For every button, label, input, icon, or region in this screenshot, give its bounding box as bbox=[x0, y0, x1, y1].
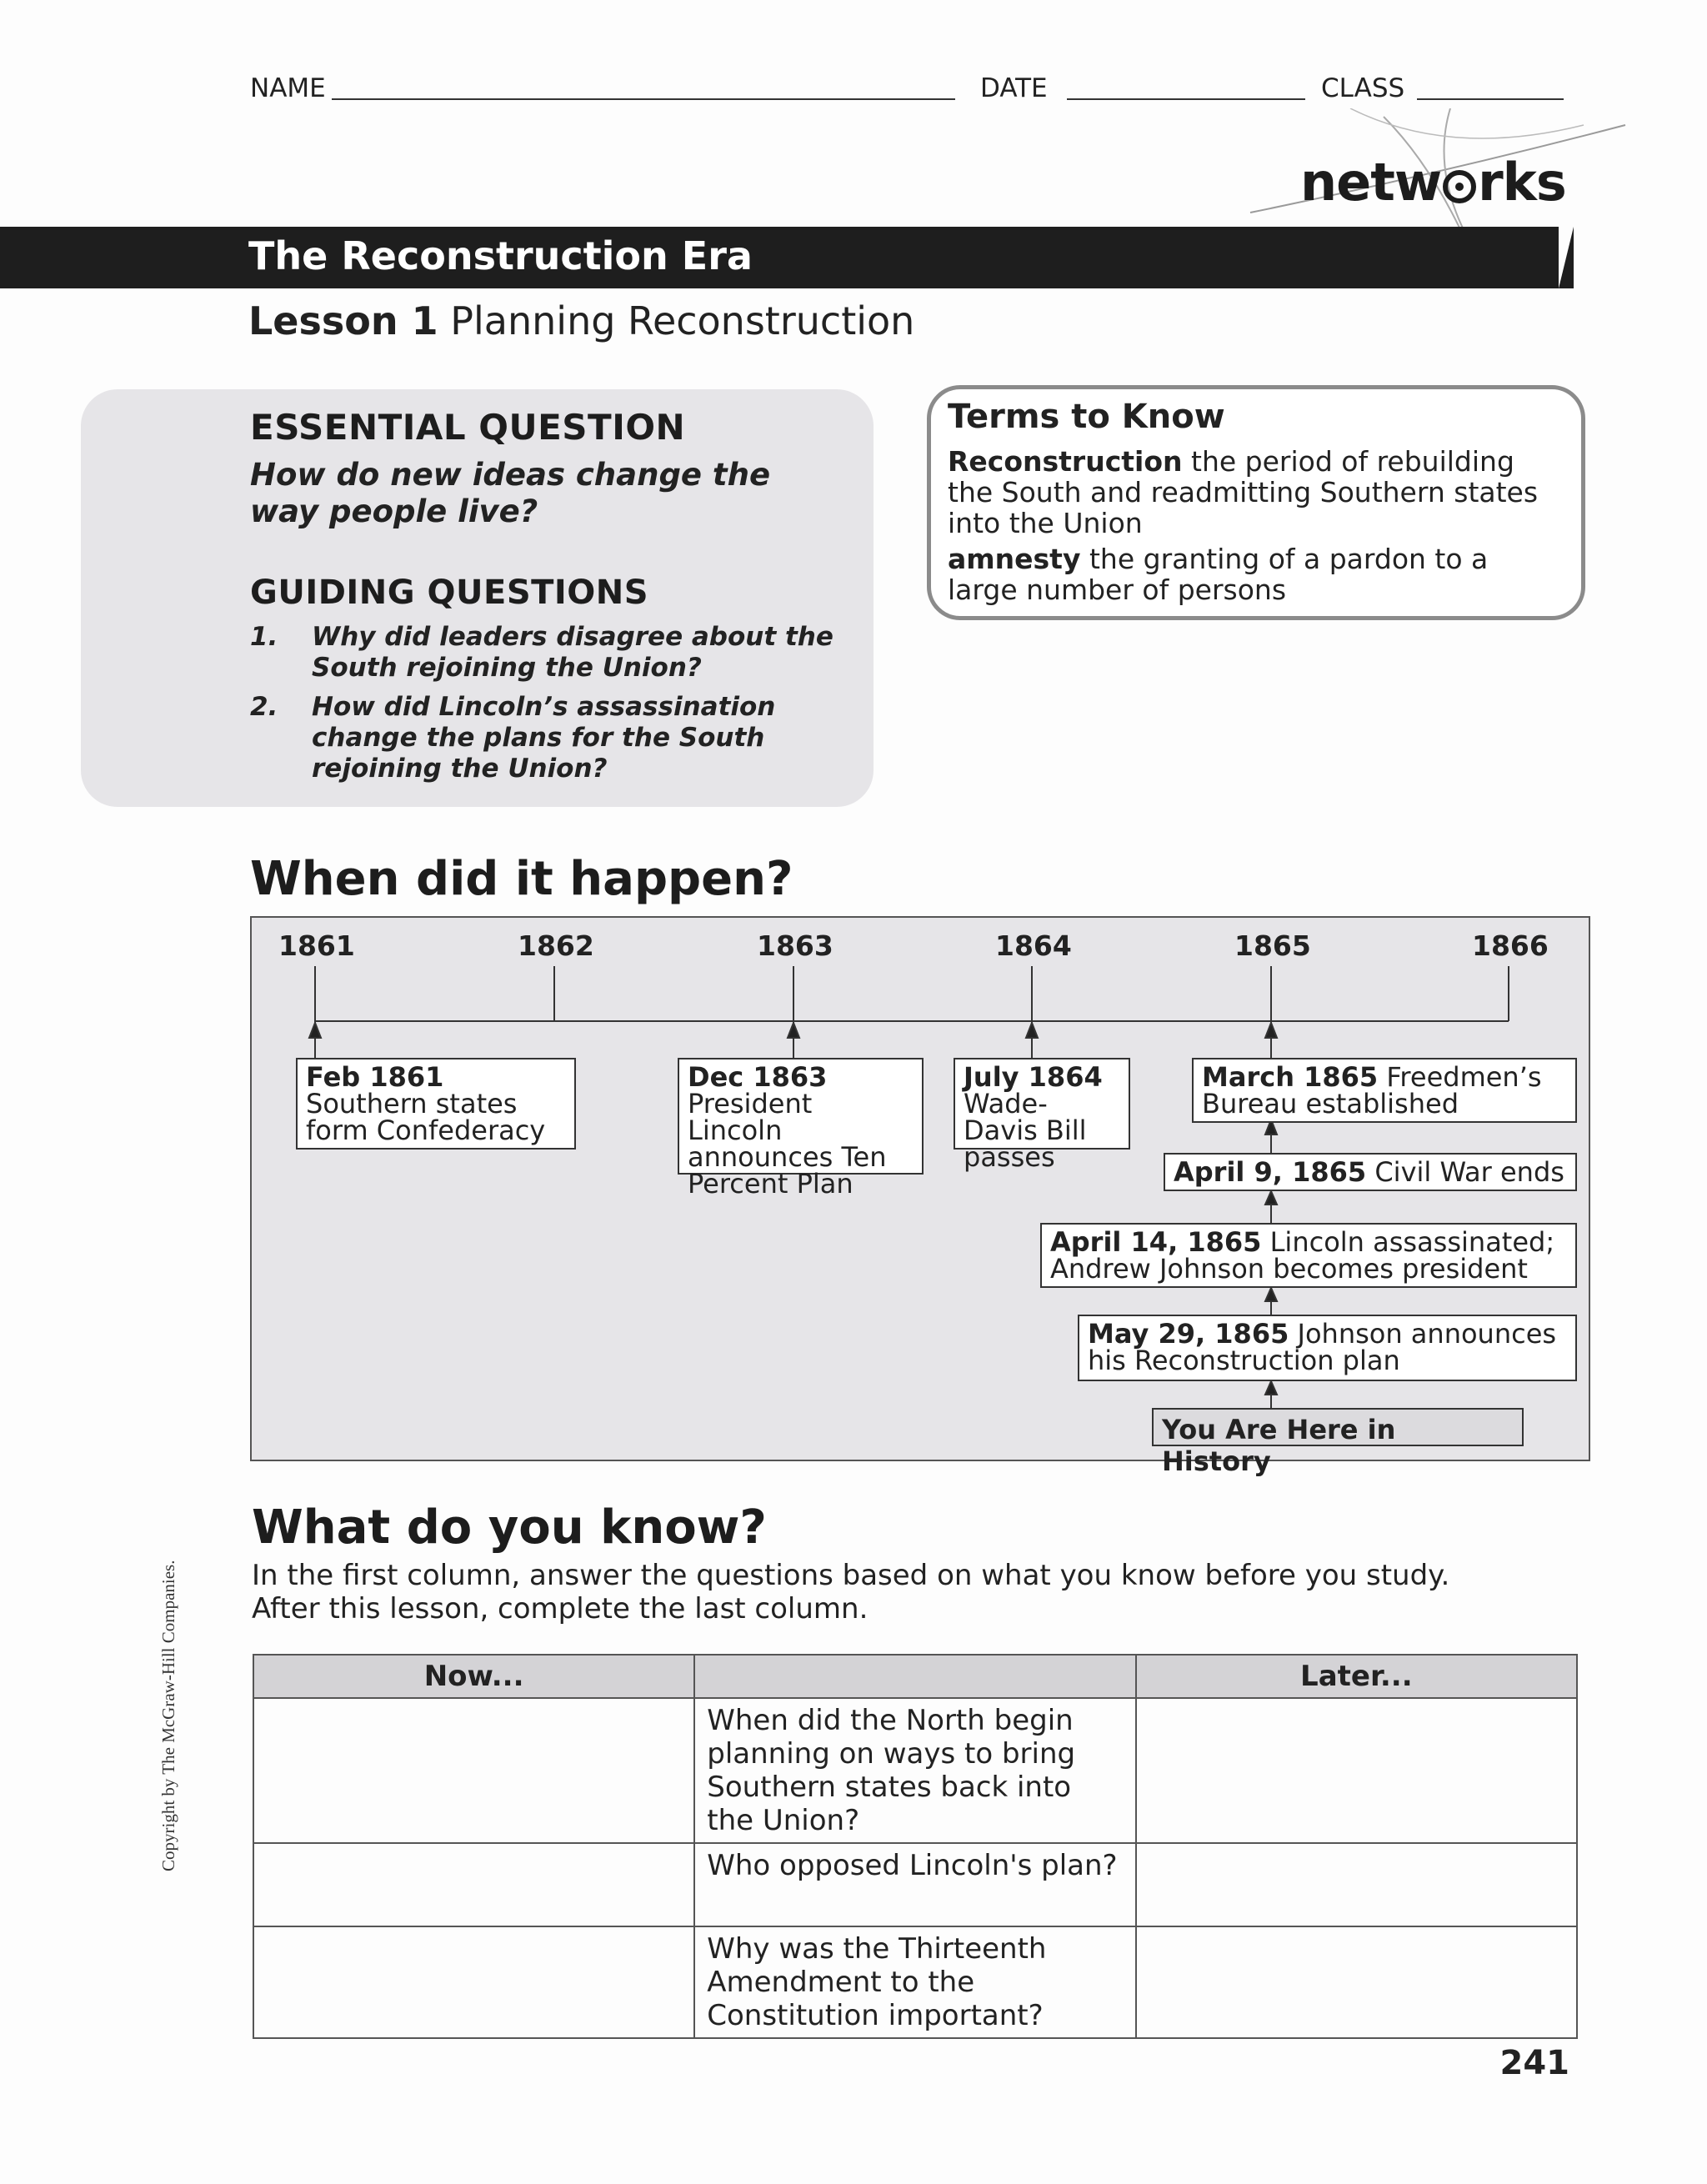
guiding-questions-heading: GUIDING QUESTIONS bbox=[250, 574, 649, 612]
name-label: NAME bbox=[250, 73, 326, 103]
timeline-event: March 1865 Freedmen’s Bureau established bbox=[1192, 1058, 1577, 1123]
table-row bbox=[253, 1926, 1577, 2038]
question-cell: Who opposed Lincoln's plan? bbox=[694, 1843, 1135, 1926]
date-label: DATE bbox=[980, 73, 1048, 103]
year-label: 1861 bbox=[278, 929, 355, 962]
term-definition: the granting of a pardon to a large number of persons bbox=[948, 543, 1489, 606]
know-intro-line-2: After this lesson, complete the last column. bbox=[252, 1592, 869, 1625]
timeline-event: May 29, 1865 Johnson announces his Reconstruction plan bbox=[1078, 1315, 1577, 1381]
year-label: 1863 bbox=[757, 929, 833, 962]
year-label: 1865 bbox=[1234, 929, 1311, 962]
target-o-icon bbox=[1443, 170, 1476, 203]
know-table bbox=[253, 1654, 1578, 2039]
year-label: 1864 bbox=[995, 929, 1072, 962]
later-answer-cell[interactable] bbox=[1136, 1698, 1577, 1843]
title-banner bbox=[0, 227, 1574, 288]
guiding-question-2: 2. How did Lincoln’s assassination change the plans for the South rejoining the Union? bbox=[250, 692, 776, 784]
essential-question-line-1: How do new ideas change the bbox=[250, 457, 771, 493]
timeline-event: April 9, 1865 Civil War ends bbox=[1164, 1153, 1577, 1191]
lesson-label: Lesson 1 bbox=[248, 298, 438, 343]
now-answer-cell[interactable] bbox=[253, 1698, 694, 1843]
banner-slant bbox=[1559, 227, 1575, 288]
networks-logo: netw rks bbox=[1300, 152, 1566, 213]
later-answer-cell[interactable] bbox=[1136, 1843, 1577, 1926]
timeline-event: July 1864 Wade-Davis Bill passes bbox=[954, 1058, 1130, 1150]
question-cell: Why was the Thirteenth Amendment to the Constitution important? bbox=[694, 1926, 1135, 2038]
column-header-later: Later... bbox=[1136, 1655, 1577, 1698]
timeline-heading: When did it happen? bbox=[250, 852, 793, 906]
know-intro-line-1: In the first column, answer the questions based on what you know before you study. bbox=[252, 1559, 1450, 1592]
question-cell: When did the North begin planning on ways to bring Southern states back into the Union? bbox=[694, 1698, 1135, 1843]
table-row bbox=[253, 1698, 1577, 1843]
timeline-event: April 14, 1865 Lincoln assassinated; Andrew Johnson becomes president bbox=[1040, 1223, 1577, 1288]
timeline-event: Feb 1861 Southern states form Confederacy bbox=[296, 1058, 576, 1150]
term-amnesty bbox=[948, 543, 1548, 605]
lesson-heading bbox=[248, 298, 914, 343]
term-reconstruction bbox=[948, 446, 1548, 538]
know-heading: What do you know? bbox=[252, 1500, 767, 1555]
term-name: amnesty bbox=[948, 543, 1081, 575]
term-definition: the period of rebuilding the South and readmitting Southern states into the Union bbox=[948, 445, 1539, 539]
terms-to-know-box bbox=[927, 385, 1585, 620]
page-number: 241 bbox=[1499, 2044, 1569, 2082]
lesson-title: Planning Reconstruction bbox=[450, 298, 915, 343]
year-label: 1862 bbox=[518, 929, 594, 962]
now-answer-cell[interactable] bbox=[253, 1926, 694, 2038]
timeline-panel bbox=[250, 916, 1590, 1477]
now-answer-cell[interactable] bbox=[253, 1843, 694, 1926]
later-answer-cell[interactable] bbox=[1136, 1926, 1577, 2038]
unit-title: The Reconstruction Era bbox=[248, 233, 753, 278]
year-label: 1866 bbox=[1472, 929, 1549, 962]
class-label: CLASS bbox=[1321, 73, 1405, 103]
essential-question-heading: ESSENTIAL QUESTION bbox=[250, 407, 686, 448]
you-are-here-label: You Are Here in History bbox=[1152, 1408, 1524, 1446]
essential-question-line-2: way people live? bbox=[250, 493, 538, 529]
table-header-row bbox=[253, 1655, 1577, 1698]
column-header-question bbox=[694, 1655, 1135, 1698]
class-line[interactable] bbox=[1417, 98, 1564, 100]
guiding-question-1: 1. Why did leaders disagree about the South rejoining the Union? bbox=[250, 622, 833, 683]
term-name: Reconstruction bbox=[948, 445, 1183, 478]
timeline-event: Dec 1863 President Lincoln announces Ten Percent Plan bbox=[678, 1058, 924, 1175]
copyright-notice: Copyright by The McGraw-Hill Companies. bbox=[158, 1560, 178, 1871]
terms-heading: Terms to Know bbox=[948, 398, 1225, 436]
name-line[interactable] bbox=[332, 98, 955, 100]
date-line[interactable] bbox=[1067, 98, 1305, 100]
column-header-now: Now... bbox=[253, 1655, 694, 1698]
table-row bbox=[253, 1843, 1577, 1926]
